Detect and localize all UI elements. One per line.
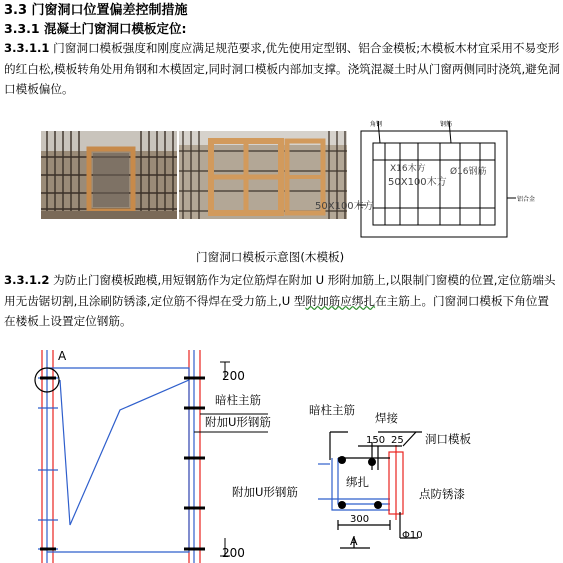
detail-dim-25: 25 [391, 435, 404, 446]
subsection-heading: 3.3.1 混凝土门窗洞口模板定位: [4, 21, 187, 36]
detail-section-marker: A [350, 535, 358, 548]
dim-top-200: 200 [222, 369, 245, 383]
detail-formwork: 洞口模板 [425, 432, 471, 446]
detail-main-rebar: 暗柱主筋 [309, 403, 355, 417]
label-phi16-rebar: Ø16钢筋 [450, 167, 487, 177]
paragraph-number: 3.3.1.1 [4, 41, 50, 55]
detail-dim-150: 150 [366, 435, 386, 446]
photo-right [179, 131, 347, 219]
label-angle-steel: 角钢 [370, 121, 383, 128]
formwork-photos [41, 131, 347, 219]
label-aluminum: 铝合金 [517, 196, 536, 203]
label-main-rebar: 暗柱主筋 [215, 393, 261, 407]
detail-rust-paint: 点防锈漆 [419, 487, 465, 501]
paragraph-3-3-1-2 [4, 270, 560, 332]
section-heading: 3.3 门窗洞口位置偏差控制措施 [4, 3, 188, 18]
paragraph-3-3-1-1 [4, 38, 560, 100]
paragraph-number: 3.3.1.2 [4, 273, 50, 287]
dim-bottom-200: 200 [222, 546, 245, 560]
photo-left [41, 131, 177, 219]
label-u-rebar: 附加U形钢筋 [205, 415, 271, 429]
label-timber-16: X16木方 [390, 164, 426, 174]
label-timber-50x100: 50X100木方 [388, 177, 447, 188]
paragraph-text-b: 在主筋上。门窗洞口模板下角位置在楼板上设置定位钢筋。 [4, 293, 549, 328]
section-marker-a: A [58, 349, 67, 363]
paragraph-text-a: 为防止门窗模板跑模,用短钢筋作为定位筋焊在附加 U 形附加筋上,以限制门窗模的位置,定位筋端头用无齿锯切割,且涂刷防锈漆,定位筋不得焊在受力筋上,U 型 [4, 273, 556, 308]
figure-caption: 门窗洞口模板示意图(木模板) [196, 250, 345, 264]
paragraph-text: 门窗洞口模板强度和刚度应满足规范要求,优先使用定型钢、铝合金模板;木模板木材宜采用不易变形的红白松,模板转角处用角钢和木模固定,同时洞口模板内部加支撑。浇筑混凝土时从门窗两侧同时浇筑,避免洞口模板偏位。 [4, 41, 560, 96]
detail-u-rebar: 附加U形钢筋 [232, 485, 298, 499]
detail-weld: 焊接 [375, 411, 398, 425]
detail-tie: 绑扎 [346, 475, 369, 489]
detail-phi10: Φ10 [402, 530, 423, 541]
detail-dim-300: 300 [350, 514, 370, 525]
label-rebar-top: 钢筋 [440, 121, 453, 128]
label-side-timber: 50X100木方 [315, 201, 374, 212]
paragraph-text-underlined: 附加筋应绑扎 [305, 293, 376, 308]
